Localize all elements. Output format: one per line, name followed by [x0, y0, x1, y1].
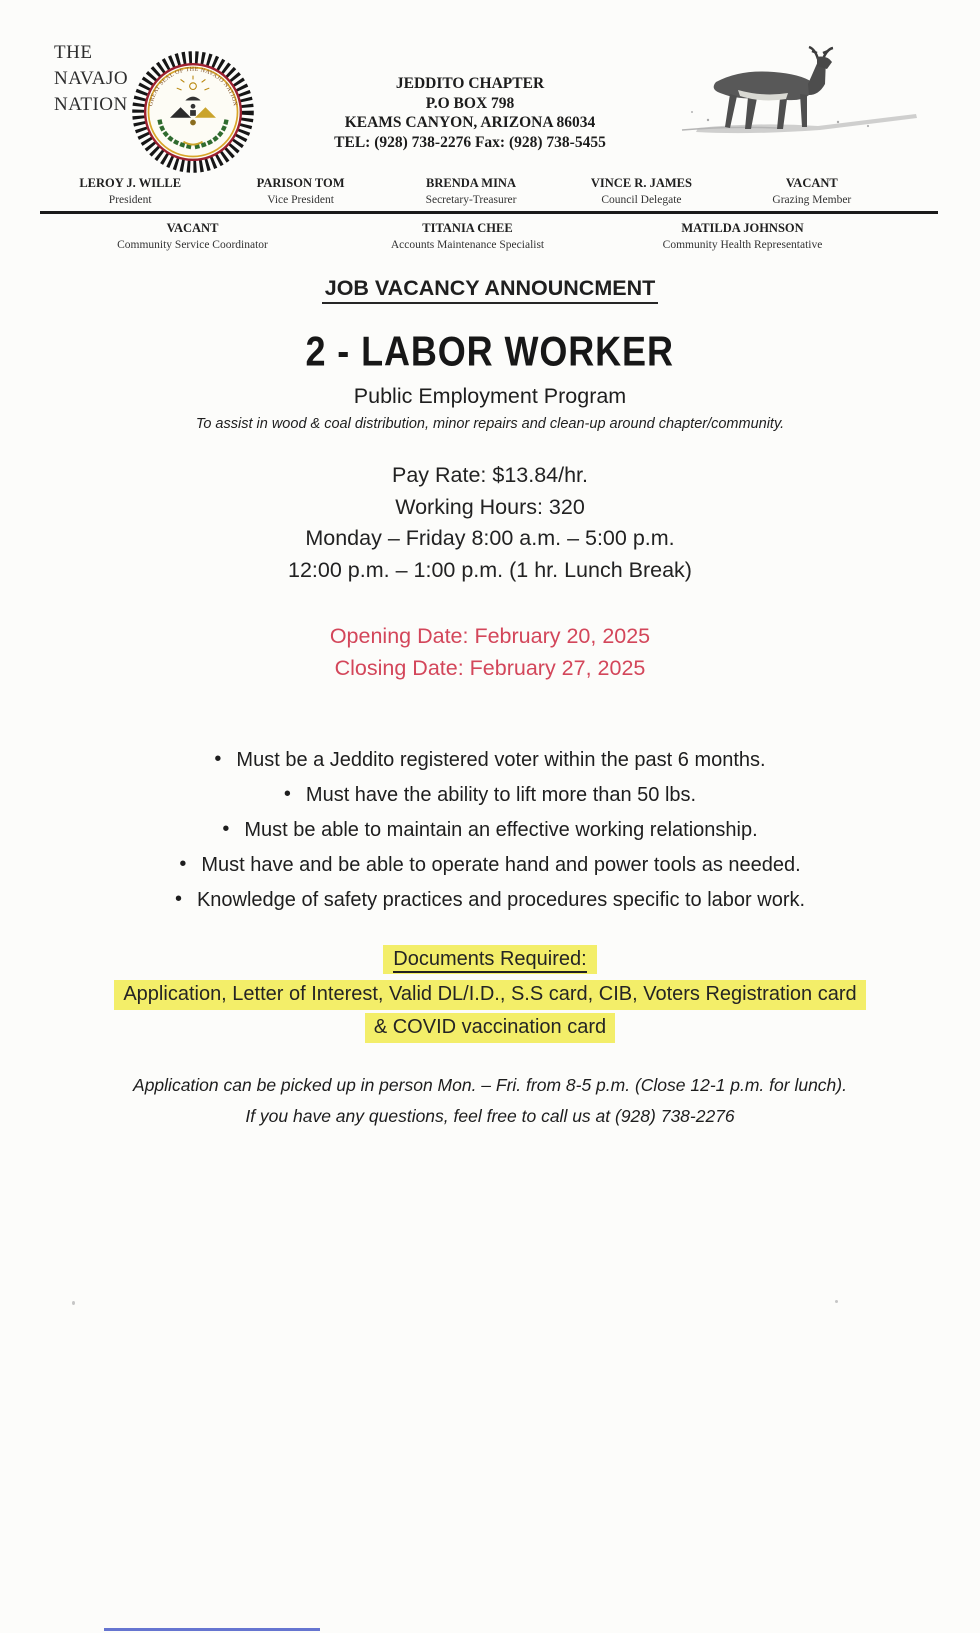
official [386, 176, 556, 206]
seal-text: GREAT SEAL OF THE NAVAJO NATION [148, 66, 238, 107]
official-name: BRENDA MINA [426, 176, 516, 190]
official [727, 176, 897, 206]
requirement-item: • Must have the ability to lift more than 50 lbs. [0, 778, 980, 813]
official [556, 176, 726, 206]
bullet-icon: • [283, 783, 291, 805]
bullet-icon: • [174, 888, 182, 910]
official-name: MATILDA JOHNSON [681, 221, 804, 235]
documents-list-line2: & COVID vaccination card [0, 1016, 980, 1039]
pay-rate: Pay Rate: $13.84/hr. [391, 463, 589, 487]
requirement-item: • Must be a Jeddito registered voter within the past 6 months. [0, 743, 980, 778]
requirement-item: • Knowledge of safety practices and procedures specific to labor work. [0, 883, 980, 918]
official-title: Vice President [267, 194, 334, 206]
official-name: TITANIA CHEE [422, 221, 513, 235]
official-name: PARISON TOM [256, 176, 345, 190]
pay-schedule-block [0, 460, 980, 586]
closing-date: Closing Date: February 27, 2025 [334, 656, 646, 680]
position-title: 2 - LABOR WORKER [305, 328, 675, 376]
position-description: To assist in wood & coal distribution, minor repairs and clean-up around chapter/community. [195, 416, 785, 432]
official-title: President [108, 194, 152, 206]
po-box: P.O BOX 798 [425, 94, 515, 112]
working-hours: Working Hours: 320 [395, 494, 585, 519]
official-name: LEROY J. WILLE [79, 176, 182, 190]
opening-date: Opening Date: February 20, 2025 [329, 624, 651, 648]
requirement-item: • Must be able to maintain an effective working relationship. [0, 813, 980, 848]
divider-rule [40, 211, 938, 214]
tel-fax: TEL: (928) 738-2276 Fax: (928) 738-5455 [334, 133, 606, 151]
dates-block [0, 620, 980, 684]
pickup-info: Application can be picked up in person Mon. – Fri. from 8-5 p.m. (Close 12-1 p.m. for lunch). [133, 1075, 847, 1095]
bullet-icon: • [179, 853, 187, 875]
city-state: KEAMS CANYON, ARIZONA 86034 [344, 114, 596, 131]
official-title: Community Health Representative [662, 239, 823, 251]
official [55, 221, 330, 251]
questions-info: If you have any questions, feel free to call us at (928) 738-2276 [245, 1106, 735, 1126]
program-name: Public Employment Program [353, 384, 627, 408]
official-title: Grazing Member [772, 194, 852, 206]
pronghorn-image [668, 42, 926, 146]
official [330, 221, 605, 251]
official-title: Council Delegate [601, 194, 682, 206]
requirement-item: • Must have and be able to operate hand and power tools as needed. [0, 848, 980, 883]
official-name: VACANT [166, 221, 219, 235]
announcement-heading: JOB VACANCY ANNOUNCMENT [0, 276, 980, 301]
scan-artifact-line [104, 1628, 320, 1631]
official-name: VACANT [785, 176, 838, 190]
org-name-line: THE [54, 42, 93, 63]
chapter-name: JEDDITO CHAPTER [395, 75, 545, 92]
scan-artifact-dot [72, 1301, 75, 1305]
org-name-line: NATION [54, 94, 128, 115]
official-name: VINCE R. JAMES [590, 176, 692, 190]
work-schedule: Monday – Friday 8:00 a.m. – 5:00 p.m. [305, 526, 675, 550]
bullet-icon: • [222, 818, 230, 840]
official-title: Secretary-Treasurer [425, 194, 517, 206]
official [215, 176, 385, 206]
official-title: Accounts Maintenance Specialist [390, 239, 545, 251]
requirements-list [0, 743, 980, 918]
officials-row-2 [55, 221, 880, 251]
documents-list-line1: Application, Letter of Interest, Valid DL/I.D., S.S card, CIB, Voters Registration card [0, 983, 980, 1006]
org-name-line: NAVAJO [54, 68, 129, 89]
official [45, 176, 215, 206]
navajo-nation-seal-image [126, 40, 260, 184]
chapter-address-block [250, 74, 690, 152]
official-title: Community Service Coordinator [117, 239, 268, 251]
lunch-break: 12:00 p.m. – 1:00 p.m. (1 hr. Lunch Break) [288, 557, 692, 582]
officials-row-1 [45, 176, 897, 206]
documents-heading: Documents Required: [0, 948, 980, 971]
org-name [54, 40, 128, 118]
scan-artifact-dot [835, 1300, 838, 1303]
official [605, 221, 880, 251]
bullet-icon: • [214, 748, 222, 770]
